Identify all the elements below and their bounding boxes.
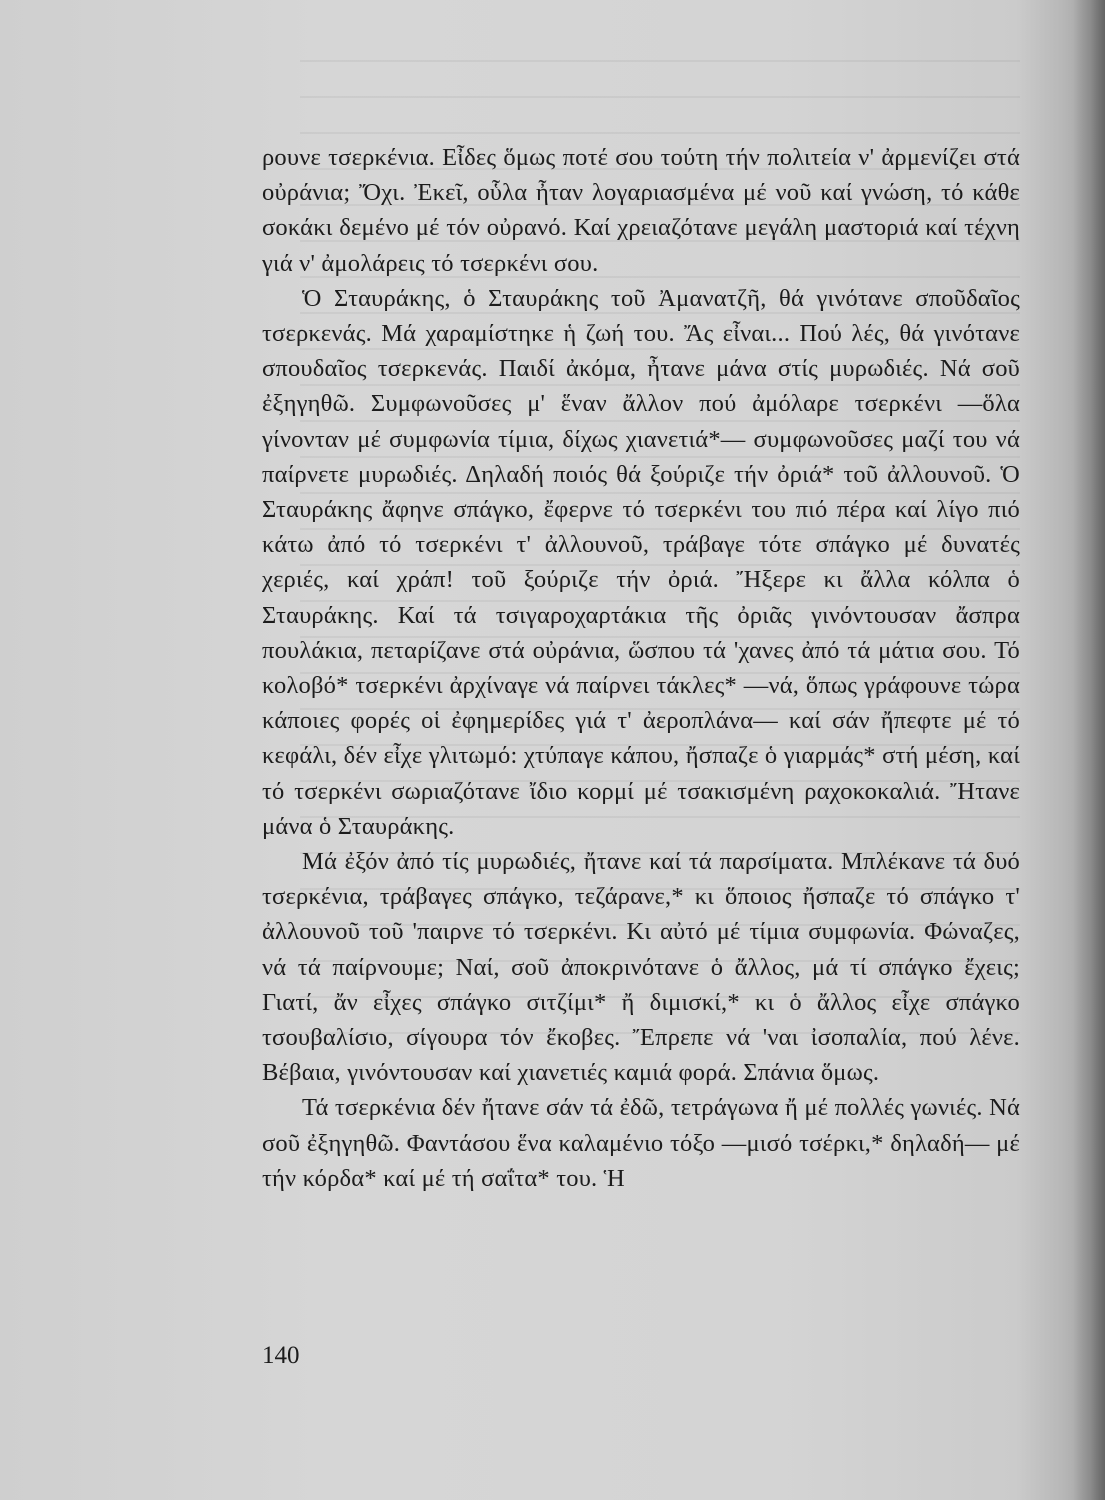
paragraph-4: Τά τσερκένια δέν ἤτανε σάν τά ἐδῶ, τετράγωνα ἤ μέ πολλές γωνιές. Νά σοῦ ἐξηγηθῶ. Φαντάσου ἕνα καλαμένιο τόξο —μισό τσέρκι,* δηλαδή— μέ τήν κόρδα* καί μέ τή σαΐτα* του. Ἡ — [262, 1094, 1020, 1192]
body-text — [262, 140, 1020, 1196]
page-number: 140 — [262, 1342, 300, 1369]
paragraph-1: ρουνε τσερκένια. Εἶδες ὅμως ποτέ σου τούτη τήν πολιτεία ν' ἀρμενίζει στά οὐράνια; Ὄχι. Ἐκεῖ, οὗλα ἦταν λογαριασμένα μέ νοῦ καί γνώση, τό κάθε σοκάκι δεμένο μέ τόν οὐρανό. Καί χρειαζότανε μεγάλη μαστοριά καί τέχνη γιά ν' ἀμολάρεις τό τσερκένι σου. — [262, 144, 1020, 277]
spine-shadow — [1073, 0, 1105, 1500]
paragraph-3: Μά ἐξόν ἀπό τίς μυρωδιές, ἤτανε καί τά παρσίματα. Μπλέκανε τά δυό τσερκένια, τράβαγες σπάγκο, τεζάρανε,* κι ὅποιος ἤσπαζε τό σπάγκο τ' ἀλλουνοῦ τοῦ 'παιρνε τό τσερκένι. Κι αὐτό μέ τίμια συμφωνία. Φώναζες, νά τά παίρνουμε; Ναί, σοῦ ἀποκρινότανε ὁ ἄλλος, μά τί σπάγκο ἔχεις; Γιατί, ἄν εἶχες σπάγκο σιτζίμι* ἤ διμισκί,* κι ὁ ἄλλος εἶχε σπάγκο τσουβαλίσιο, σίγουρα τόν ἔκοβες. Ἔπρεπε νά 'ναι ἰσοπαλία, πού λένε. Βέβαια, γινόντουσαν καί χιανετιές καμιά φορά. Σπάνια ὅμως. — [262, 848, 1020, 1087]
paragraph-2: Ὁ Σταυράκης, ὁ Σταυράκης τοῦ Ἀμανατζῆ, θά γινότανε σποῦδαῖος τσερκενάς. Μά χαραμίστηκε ἡ ζωή του. Ἄς εἶναι... Πού λές, θά γινότανε σπουδαῖος τσερκενάς. Παιδί ἀκόμα, ἦτανε μάνα στίς μυρωδιές. Νά σοῦ ἐξηγηθῶ. Συμφωνοῦσες μ' ἕναν ἄλλον πού ἀμόλαρε τσερκένι —ὅλα γίνονταν μέ συμφωνία τίμια, δίχως χιανετιά*— συμφωνοῦσες μαζί του νά παίρνετε μυρωδιές. Δηλαδή ποιός θά ξούριζε τήν ὀριά* τοῦ ἀλλουνοῦ. Ὁ Σταυράκης ἄφηνε σπάγκο, ἔφερνε τό τσερκένι του πιό πέρα καί λίγο πιό κάτω ἀπό τό τσερκένι τ' ἀλλουνοῦ, τράβαγε τότε σπάγκο μέ δυνατές χεριές, καί χράπ! τοῦ ξούριζε τήν ὀριά. Ἤξερε κι ἄλλα κόλπα ὁ Σταυράκης. Καί τά τσιγαροχαρτάκια τῆς ὀριᾶς γινόντουσαν ἄσπρα πουλάκια, πεταρίζανε στά οὐράνια, ὥσπου τά 'χανες ἀπό τά μάτια σου. Τό κολοβό* τσερκένι ἀρχίναγε νά παίρνει τάκλες* —νά, ὅπως γράφουνε τώρα κάποιες φορές οἱ ἐφημερίδες γιά τ' ἀεροπλάνα— καί σάν ἤπεφτε μέ τό κεφάλι, δέν εἶχε γλιτωμό: χτύπαγε κάπου, ἤσπαζε ὁ γιαρμάς* στή μέση, καί τό τσερκένι σωριαζότανε ἴδιο κορμί μέ τσακισμένη ραχοκοκαλιά. Ἤτανε μάνα ὁ Σταυράκης. — [262, 284, 1020, 840]
